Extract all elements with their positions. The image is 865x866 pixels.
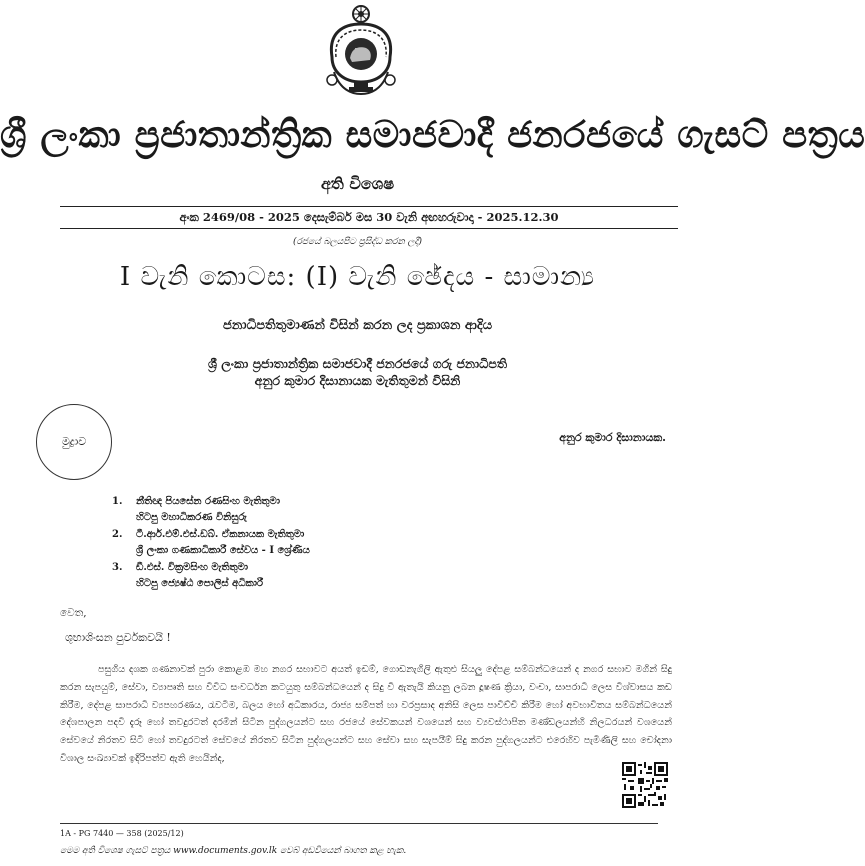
extraordinary-label: අති විශෙෂ bbox=[320, 174, 395, 193]
gazette-masthead-title: ශ්‍රී ලංකා ප්‍රජාතාන්ත්‍රික සමාජවාදී ජනරජයේ ගැසට් පත්‍රය bbox=[0, 112, 865, 156]
national-emblem-icon bbox=[322, 2, 400, 100]
recipient-name: ඩී.එස්. වික්‍රමසිංහ මැතිතුමා bbox=[136, 562, 249, 573]
declaration-heading: ජනාධිපතිතුමාණන් විසින් කරන ලද ප්‍රකාශන ආදිය bbox=[222, 318, 493, 333]
signer-name: අනුර කුමාර දිසානායක. bbox=[559, 431, 666, 444]
recipient-number: 1. bbox=[112, 496, 123, 507]
footer-note: මෙම අති විශෙෂ ගැසට් පත්‍රය www.documents.gov.lk වෙබ් අඩවියෙන් බාගත කළ හැක. bbox=[60, 846, 407, 856]
recipient-name: ටී.ආර්.එම්.එස්.ඩබ්. ඒකනායක මැතිතුමා bbox=[136, 529, 305, 540]
qr-code-icon[interactable] bbox=[622, 762, 668, 808]
to-label: වෙත, bbox=[60, 607, 87, 619]
issued-by-line-2: අනුර කුමාර දිසානායක මැතිතුමන් විසිනි bbox=[254, 373, 461, 388]
seal-circle bbox=[36, 404, 112, 480]
recipient-number: 3. bbox=[112, 562, 123, 573]
recipient-title: ශ්‍රී ලංකා ගණකාධිකාරී සේවය - I ශ්‍රේණිය bbox=[136, 545, 310, 556]
recipient-name: නීතිඥ පියසේන රණසිංහ මැතිතුමා bbox=[136, 496, 281, 507]
recipient-title: හිටපු ජ්‍යෙෂ්ඨ පොලිස් අධිකාරී bbox=[136, 578, 264, 589]
body-paragraph: පසුගිය දශක ගණනාවක් පුරා කොළඹ මහ නගර සභාවට අයත් ඉඩම්, ගොඩනැගිලි ඇතුළු සියලු දේපළ සම්බන්ධයෙන් ද නගර සභාව මගින් සිදු කරන සැපයුම්, සේවා, ව්‍යාපෘති සහ විවිධ සංවර්ධන කටයුතු සම්බන්ධයෙන් ද සිදු වී ඇතැයි කියනු ලබන දූෂණ ක්‍රියා, වංචා, සාපරාධී ලෙස විශ්වාසය කඩ කිරීම, දේපළ සාපරාධී ව්‍යපහරණය, රැවටීම, බලය හෝ අධිකාරය, රාජ්‍ය සම්පත් හා වරප්‍රසාද අනිසි ලෙස පාවිච්චි කිරීම හෝ අවභාවිතය සම්බන්ධයෙන් දේශපාලන පදවි දැරූ හෝ තවදුරටත් දරමින් සිටින පුද්ගලයන්ට සහ රජයේ සේවකයන් වශයෙන් සහ ව්‍යවස්ථාපිත මණ්ඩලයන්හි නිලධරයන් වශයෙන් සේවයේ නිරතව සිටි හෝ තවදුරටත් සේවයේ නිරතව සිටින පුද්ගලයන්ට සහ සේවා සහ සැපයීම් සිදු කරන පුද්ගලයන්ට එරෙහිව පැමිණිලි සහ චෝදනා විශාල සංඛ්‍යාවක් ඉදිරිපත්ව ඇති හෙයින්ද, bbox=[60, 664, 672, 764]
recipient-title: හිටපු මහාධිකරණ විනිසුරු bbox=[136, 512, 247, 523]
footer-divider bbox=[60, 823, 658, 824]
part-heading: I වැනි කොටස: (I) වැනි ඡේදය - සාමාන්‍ය bbox=[119, 262, 596, 292]
issued-by-line-1: ශ්‍රී ලංකා ප්‍රජාතාන්ත්‍රික සමාජවාදී ජනරජයේ ගරු ජනාධිපති bbox=[207, 356, 508, 371]
issue-line: අංක 2469/08 - 2025 දෙසැම්බර් මස 30 වැනි අඟහරුවාදා - 2025.12.30 bbox=[60, 206, 678, 229]
authority-note: (රජයේ බලයපිට ප්‍රසිද්ධ කරන ලදී) bbox=[292, 237, 423, 247]
greeting: ශුභාශිංසන පුර්වකවයි ! bbox=[65, 631, 171, 644]
footer-code: 1A - PG 7440 — 358 (2025/12) bbox=[60, 829, 184, 838]
seal-label: මුද්‍රාව bbox=[61, 435, 87, 448]
recipient-number: 2. bbox=[112, 529, 123, 540]
